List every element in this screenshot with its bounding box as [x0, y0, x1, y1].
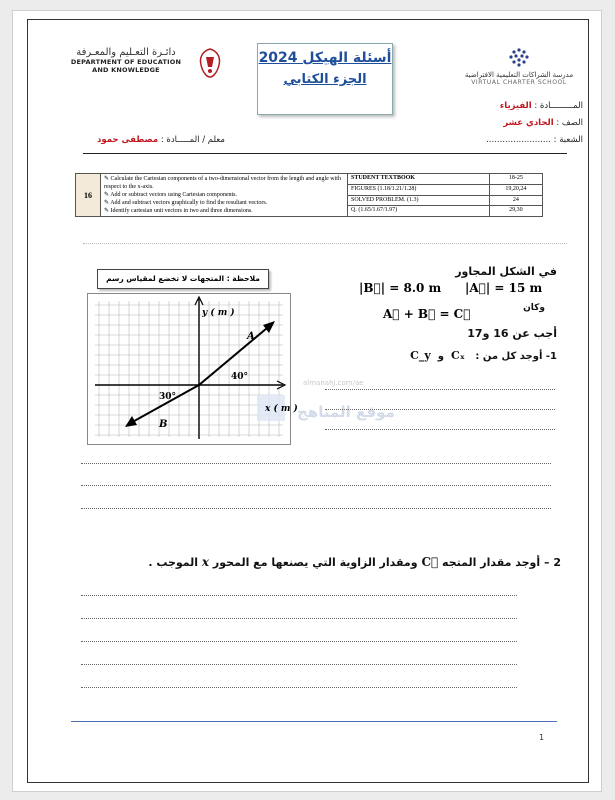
pages-header: 18-25 [489, 174, 542, 185]
footer-divider [71, 721, 557, 722]
vector-sum: A⃗ + B⃗ = C⃗ [383, 307, 471, 321]
section-value: ........................ [486, 135, 551, 145]
q2-text-b: ومقدار الزاوية التي يصنعها مع المحور [212, 556, 418, 569]
x-axis-label: x ( m ) [265, 404, 298, 414]
watermark-text: موقع المناهج [297, 403, 395, 421]
exam-title: أسئلة الهيكل 2024 [258, 50, 392, 66]
section-label: الشعبة : [553, 135, 583, 145]
answer-line[interactable] [81, 508, 551, 509]
vector-b-label: B [159, 419, 168, 430]
teacher-row [97, 135, 225, 145]
answer-line[interactable] [81, 595, 517, 596]
answer-line[interactable] [81, 641, 517, 642]
page-number: 1 [539, 733, 545, 742]
logo-english-line2: AND KNOWLEDGE [92, 66, 160, 74]
intro-line: في الشكل المجاور [455, 265, 557, 278]
objective-item: ✎ Add or subtract vectors using Cartesian components. [104, 192, 238, 198]
q1-var2: C_y [410, 349, 431, 362]
answer-instruction: أجب عن 16 و17 [467, 327, 557, 340]
subject-row [500, 101, 583, 111]
logo-arabic-text: دائـرة التعـليم والمعـرفة [76, 47, 176, 58]
q1-var1: Cₓ [450, 349, 465, 362]
objective-item: ✎ Identify cartesian unit vectors in two and three dimensions. [104, 208, 253, 214]
objective-item: ✎ Add and subtract vectors graphically to find the resultant vectors. [104, 200, 268, 206]
textbook-header: STUDENT TEXTBOOK [348, 174, 490, 185]
school-arabic-name: مدرسة الشراكات التعليمية الافتراضية [464, 71, 574, 79]
answer-line[interactable] [325, 409, 555, 410]
subject-value: الفيزياء [499, 101, 532, 111]
school-dots-icon [506, 47, 532, 67]
teacher-value: مصطفى حمود [97, 135, 159, 145]
q2-axis: x [201, 555, 210, 569]
angle-a-label: 40° [231, 372, 249, 382]
ref-label: SOLVED PROBLEM. (1.3) [348, 195, 490, 206]
emblem-icon [197, 47, 223, 79]
answer-line[interactable] [325, 429, 555, 430]
objectives-table [75, 173, 543, 217]
ref-value: 24 [489, 195, 542, 206]
vector-a-label: A [247, 331, 255, 342]
school-english-name: VIRTUAL CHARTER SCHOOL [471, 79, 567, 86]
q2-vector: C⃗ [421, 555, 439, 569]
header-divider [83, 153, 567, 154]
watermark-url: almanahj.com/ae [303, 379, 364, 387]
school-logo [451, 47, 587, 86]
education-department-logo [61, 47, 191, 74]
q2-text-c: الموجب . [148, 556, 199, 569]
subject-label: المـــــــــادة : [534, 101, 583, 111]
figure-note: ملاحظة : المتجهات لا تخضع لمقياس رسم [97, 269, 269, 289]
exam-subtitle: الجزء الكتابي [283, 72, 367, 87]
grade-label: الصف : [556, 118, 583, 128]
teacher-label: معلم / المـــــادة : [160, 135, 225, 145]
ref-value: 19,20,24 [489, 184, 542, 195]
answer-line[interactable] [81, 463, 551, 464]
section-row [486, 135, 583, 145]
vector-figure [87, 293, 298, 445]
q1-text: أوجد كل من : [475, 351, 543, 362]
objective-list [101, 174, 348, 217]
answer-line[interactable] [81, 485, 551, 486]
answer-line[interactable] [81, 664, 517, 665]
answer-line[interactable] [325, 389, 555, 390]
objective-item: ✎ Calculate the Cartesian components of a two-dimensional vector from the length and angle with respect to the x-axis. [104, 176, 341, 190]
worksheet-page [12, 10, 602, 792]
objective-number: 16 [76, 174, 101, 217]
grade-value: الحادي عشر [503, 118, 554, 128]
section-separator [83, 243, 567, 244]
ref-value: 29,30 [489, 206, 542, 217]
magnitude-a: |A⃗| = 15 m [465, 281, 543, 295]
answer-line[interactable] [81, 618, 517, 619]
q1-conj: و [437, 351, 444, 362]
q2-number: 2 – [544, 556, 561, 569]
magnitude-b: |B⃗| = 8.0 m [359, 281, 442, 295]
y-axis-label: y ( m ) [202, 308, 235, 318]
answer-line[interactable] [81, 687, 517, 688]
question-2 [148, 555, 561, 569]
q2-text-a: أوجد مقدار المتجه [442, 556, 541, 569]
ref-label: Q. (1.65/1.67/1.97) [348, 206, 490, 217]
grade-row [503, 118, 583, 128]
ref-label: FIGURES (1.18/1.21/1.28) [348, 184, 490, 195]
angle-b-label: 30° [159, 392, 177, 402]
q1-number: 1- [545, 351, 557, 362]
question-1 [410, 349, 557, 362]
exam-title-box [257, 43, 393, 115]
logo-english-line1: DEPARTMENT OF EDUCATION [70, 58, 182, 66]
and-word: وكان [523, 303, 545, 313]
